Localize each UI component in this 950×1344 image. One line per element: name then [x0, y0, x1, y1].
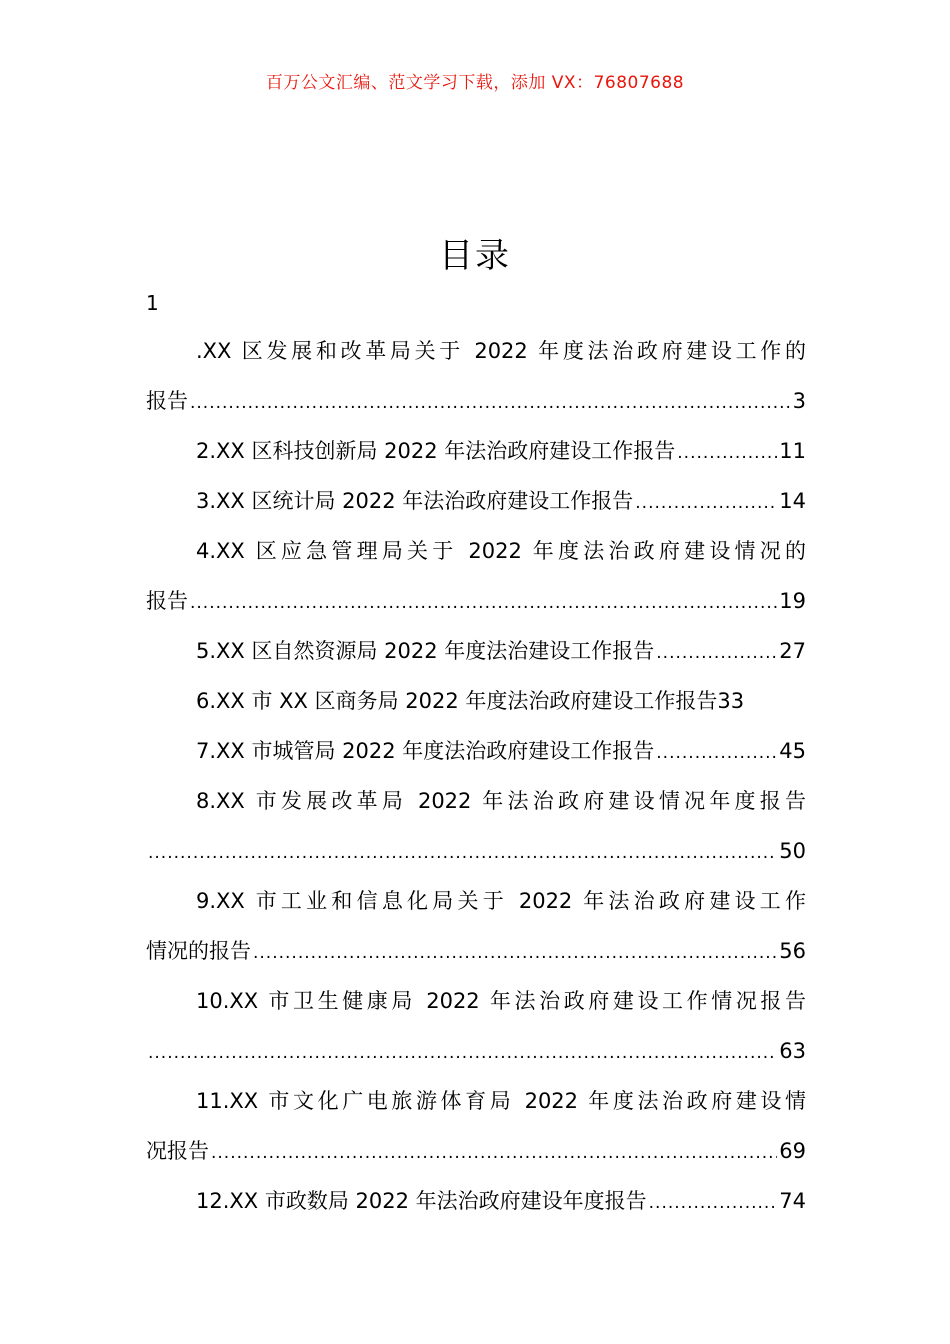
- page-number: 11: [779, 439, 806, 463]
- leader-dots: [635, 478, 777, 526]
- watermark-header: 百万公文汇编、范文学习下载，添加 VX：76807688: [265, 73, 685, 93]
- leader-dots: [677, 428, 777, 476]
- toc-entry-10-line1[interactable]: 10.XX 市卫生健康局 2022 年法治政府建设工作情况报告: [196, 989, 806, 1013]
- toc-entry-11-line2[interactable]: 况报告 ..... 69: [146, 1126, 806, 1176]
- table-of-contents: [146, 280, 806, 1226]
- page-number: 50: [779, 839, 806, 863]
- toc-entry-3[interactable]: 3.XX 区统计局 2022 年法治政府建设工作报告 ..... 14: [146, 476, 806, 526]
- leader-dots: [253, 928, 777, 976]
- leader-dots: [190, 578, 777, 626]
- page-number: 56: [779, 939, 806, 963]
- toc-entry-8-line2[interactable]: [146, 826, 806, 876]
- toc-entry-9-line1[interactable]: 9.XX 市工业和信息化局关于 2022 年法治政府建设工作: [196, 889, 806, 913]
- stray-number: 1: [146, 291, 159, 315]
- page-number: 3: [792, 389, 806, 413]
- page-number: 63: [779, 1039, 806, 1063]
- page-number: 14: [779, 489, 806, 513]
- toc-entry-8-line1[interactable]: 8.XX 市发展改革局 2022 年法治政府建设情况年度报告: [196, 789, 806, 813]
- toc-entry-4-line2[interactable]: 报告 ..... 19: [146, 576, 806, 626]
- page-number: 74: [779, 1189, 806, 1213]
- toc-entry-10-line2[interactable]: [146, 1026, 806, 1076]
- leader-dots: [211, 1128, 777, 1176]
- toc-entry-4-line1[interactable]: 4.XX 区应急管理局关于 2022 年度法治政府建设情况的: [196, 539, 806, 563]
- toc-entry-5[interactable]: 5.XX 区自然资源局 2022 年度法治建设工作报告 ..... 27: [146, 626, 806, 676]
- leader-dots: [148, 1028, 777, 1076]
- leader-dots: [656, 628, 777, 676]
- leader-dots: [190, 378, 791, 426]
- page-title: 目录: [439, 236, 511, 276]
- toc-entry-12[interactable]: 12.XX 市政数局 2022 年法治政府建设年度报告 ..... 74: [146, 1176, 806, 1226]
- leader-dots: [656, 728, 777, 776]
- page-number: 69: [779, 1139, 806, 1163]
- toc-entry-1-line2[interactable]: 报告 ..... 3: [146, 376, 806, 426]
- toc-entry-6[interactable]: 6.XX 市 XX 区商务局 2022 年度法治政府建设工作报告 33: [146, 676, 806, 726]
- page-number: 33: [717, 689, 745, 713]
- page-number: 27: [779, 639, 806, 663]
- toc-entry-7[interactable]: 7.XX 市城管局 2022 年度法治政府建设工作报告 ..... 45: [146, 726, 806, 776]
- toc-entry-9-line2[interactable]: 情况的报告 ..... 56: [146, 926, 806, 976]
- toc-entry-11-line1[interactable]: 11.XX 市文化广电旅游体育局 2022 年度法治政府建设情: [196, 1089, 806, 1113]
- page-number: 45: [779, 739, 806, 763]
- leader-dots: [148, 828, 777, 876]
- toc-entry-2[interactable]: 2.XX 区科技创新局 2022 年法治政府建设工作报告 ..... 11: [146, 426, 806, 476]
- toc-entry-1-line1[interactable]: .XX 区发展和改革局关于 2022 年度法治政府建设工作的: [196, 339, 806, 363]
- leader-dots: [649, 1178, 778, 1226]
- page-number: 19: [779, 589, 806, 613]
